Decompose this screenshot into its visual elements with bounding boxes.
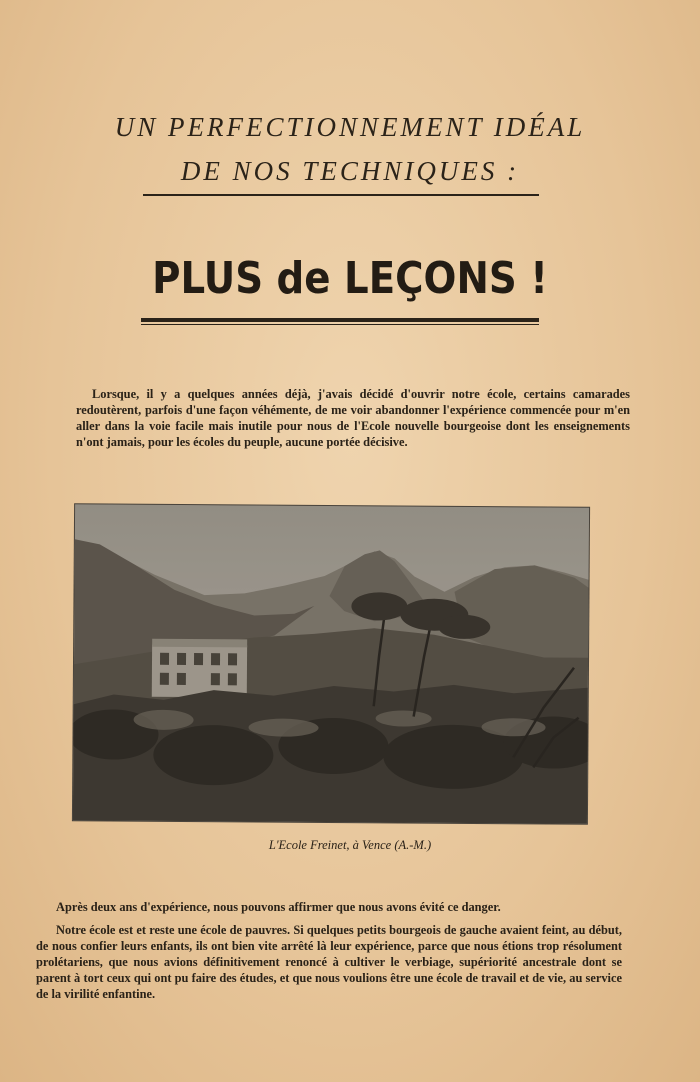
kicker-line-2: DE NOS TECHNIQUES : — [180, 156, 520, 186]
kicker-line-1: UN PERFECTIONNEMENT IDÉAL — [114, 112, 586, 142]
paragraph-intro: Lorsque, il y a quelques années déjà, j'avais décidé d'ouvrir notre école, certains camarades redoutèrent, parfois d'une façon véhémente, de me voir abandonner l'expérience commencée pour m'en aller dans la voie facile mais inutile pour nous de l'Ecole nouvelle bourgeoise dont les enseignements n'ont jamais, pour les écoles du peuple, aucune portée décisive. — [76, 387, 630, 449]
photo-caption: L'Ecole Freinet, à Vence (A.-M.) — [268, 838, 432, 852]
headline-underline-thin — [141, 324, 539, 325]
paragraph-school: Notre école est et reste une école de pauvres. Si quelques petits bourgeois de gauche avaient feint, au début, de nous confier leurs enfants, ils ont bien vite arrêté là leur expérience, parce que nous étions trop résolument prolétariens, que nous avions définitivement renoncé à cultiver le verbiage, supériorité ancestrale dont se parent à tort ceux qui ont pu faire des études, et que nous voulions être une école de travail et de vie, au service de la virilité enfantine. — [36, 923, 622, 1001]
headline: PLUS de LEÇONS ! — [152, 253, 548, 304]
headline-underline-thick — [141, 318, 539, 322]
school-landscape-photo — [73, 504, 589, 824]
kicker-underline — [143, 194, 539, 196]
paragraph-experience: Après deux ans d'expérience, nous pouvons affirmer que nous avons évité ce danger. — [56, 900, 501, 914]
photo-illustration — [73, 504, 589, 824]
